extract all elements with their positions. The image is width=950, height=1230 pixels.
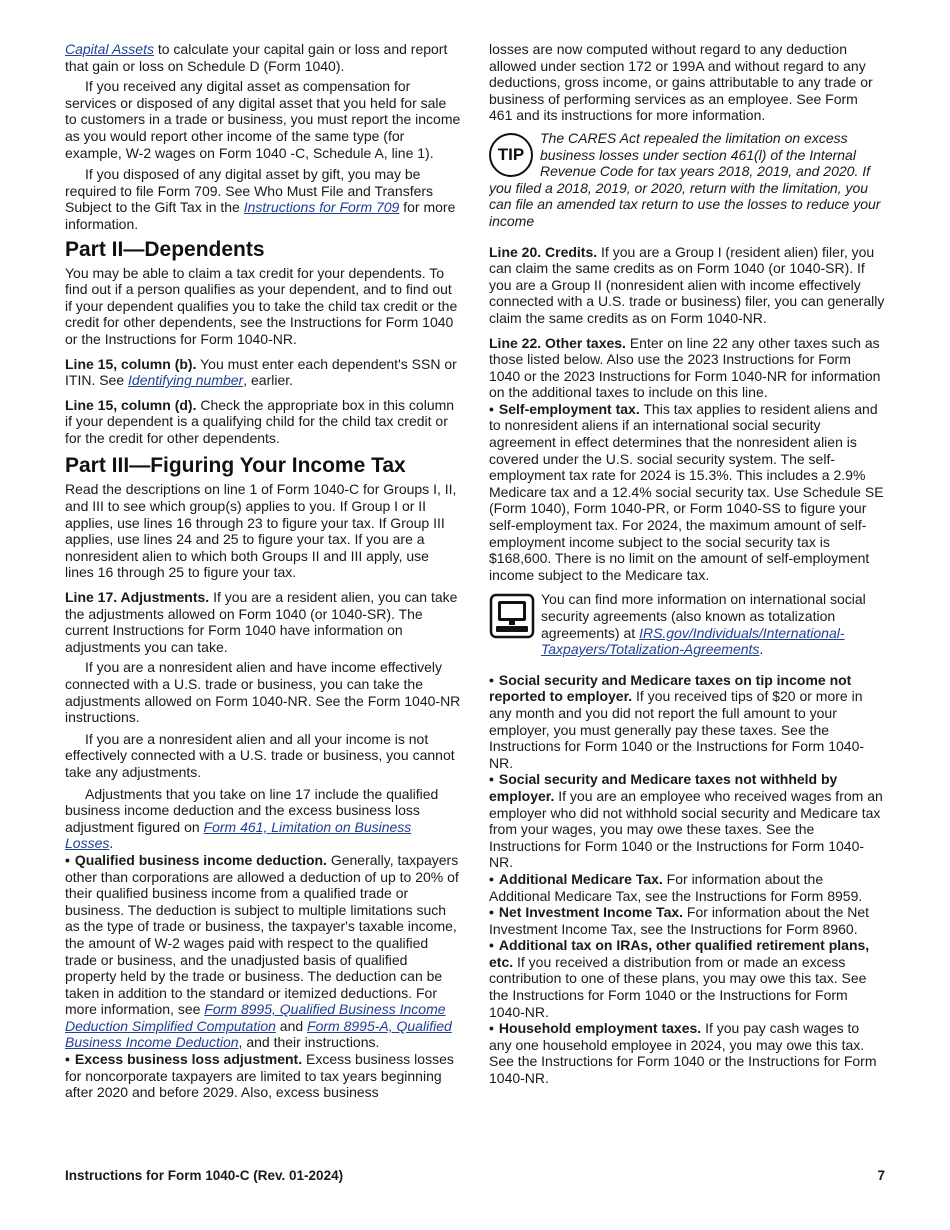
tip-note [489, 130, 885, 230]
computer-note-text: You can find more information on international social security agreements (also known as totalization agreements) at IRS.gov/Individuals/International-Taxpayers/Totalization-Agreements. [541, 591, 866, 658]
bullet-icon: • [489, 771, 494, 788]
form-461-link[interactable]: Form 461, Limitation on Business Losses [65, 818, 412, 852]
bullet-tip-income: • Social security and Medicare taxes on tip income not reported to employer. If you received tips of $20 or more in any month and you did not report the full amount to your employer, you must generally pay these taxes. See the Instructions for Form 1040 or the Instructions for Form 1040-NR. [489, 671, 865, 771]
tip-icon: TIP [489, 133, 533, 177]
page-number: 7 [877, 1168, 885, 1183]
tip-text: The CARES Act repealed the limitation on excess business losses under section 461(l) of the Internal Revenue Code for tax years 2018, 2019, and 2020. If you filed a 2018, 2019, or 2020, return with the limitation, you can file an amended tax return to use the losses to reduce your income [489, 129, 881, 229]
bullet-taxes-not-withheld: • Social security and Medicare taxes not withheld by employer. If you are an employee who received wages from an employer who did not withhold social security and Medicare tax from your wages, you may owe these taxes. See the Instructions for Form 1040 or the Instructions for Form 1040-NR. [489, 771, 883, 871]
computer-note [489, 591, 885, 657]
page-footer [65, 1168, 885, 1183]
bullet-icon: • [65, 1051, 70, 1068]
excess-loss-continued: losses are now computed without regard to any deduction allowed under section 172 or 199A and without regard to any deductions, gross income, or gains attributable to any trade or business of performing services as an employee. See Form 461 and its instructions for more information. [489, 41, 873, 124]
line17-paragraph: Line 17. Adjustments. If you are a resident alien, you can take the adjustments allowed on Form 1040 (or 1040-SR). The current Instructions for Form 1040 have information on adjustments you can take. [65, 589, 458, 655]
footer-title: Instructions for Form 1040-C (Rev. 01-2024) [65, 1168, 344, 1183]
instructions-form-709-link[interactable]: Instructions for Form 709 [243, 199, 400, 216]
left-column [65, 41, 461, 1101]
bullet-qbi-deduction: • Qualified business income deduction. Generally, taxpayers other than corporations are allowed a deduction of up to 20% of their qualified business income from a qualified trade or business. The deduction is subject to multiple limitations such as the type of trade or business, the taxpayer's taxable income, the amount of W-2 wages paid with respect to the qualified trade or business, and the unadjusted basis of qualified property held by the trade or business. The deduction can be taken in addition to the standard or itemized deductions. For more information, see Form 8995, Qualified Business Income Deduction Simplified Computation and Form 8995-A, Qualified Business Income Deduction, and their instructions. [65, 851, 459, 1051]
paragraph-digital-asset-gift: If you disposed of any digital asset by gift, you may be required to file Form 709. See Who Must File and Transfers Subject to the Gift Tax in the Instructions for Form 709 for more information. [65, 166, 456, 232]
part3-body: Read the descriptions on line 1 of Form 1040-C for Groups I, II, and III to see which group(s) applies to you. If Group I or II applies, use lines 16 through 23 to figure your tax. If Group III applies, use lines 24 and 25 to figure your tax. If you are a nonresident alien to which both Groups II and III apply, use lines 16 through 25 to figure your tax. [65, 481, 457, 581]
computer-icon [489, 593, 535, 639]
identifying-number-link[interactable]: Identifying number [128, 372, 244, 389]
part2-body: You may be able to claim a tax credit for your dependents. To find out if a person qualifies as your dependent, and to find out if your dependent qualifies you to take the child tax credit or the credit for other dependents, see the Instructions for Form 1040 or the Instructions for Form 1040-NR. [65, 264, 458, 347]
line22-paragraph: Line 22. Other taxes. Enter on line 22 any other taxes such as those listed below. Also use the 2023 Instructions for Form 1040 or the 2023 Instructions for Form 1040-NR for information on the additional taxes to include on this line. [489, 334, 881, 401]
bullet-net-investment-income-tax: • Net Investment Income Tax. For information about the Net Investment Income Tax, see the Instructions for Form 8960. [489, 904, 870, 937]
form-8995a-link[interactable]: Form 8995-A, Qualified Business Income Deduction [65, 1017, 452, 1051]
bullet-icon: • [65, 851, 70, 868]
line15b-paragraph: Line 15, column (b). You must enter each dependent's SSN or ITIN. See Identifying number, earlier. [65, 355, 457, 389]
line17-nonresident-not-connected: If you are a nonresident alien and all your income is not effectively connected with a U.S. trade or business, you cannot take any adjustments. [65, 730, 455, 780]
line17-nonresident-effectively-connected: If you are a nonresident alien and have income effectively connected with a U.S. trade or business, you can take the adjustments allowed on Form 1040-NR. See the Form 1040-NR instructions. [65, 659, 461, 726]
bullet-icon: • [489, 671, 494, 688]
bullet-icon: • [489, 400, 494, 417]
part3-heading: Part III—Figuring Your Income Tax [65, 454, 406, 478]
bullet-self-employment-tax: • Self-employment tax. This tax applies to resident aliens and to nonresident aliens if an international social security agreement in effect determines that the nonresident alien is covered under the U.S. social security system. The self-employment tax rate for 2024 is 15.3%. This includes a 2.9% Medicare tax and a 12.4% social security tax. Use Schedule SE (Form 1040), Form 1040-PR, or Form 1040-SS to figure your self-employment tax. For 2024, the maximum amount of self-employment income subject to the social security tax is $168,600. There is no limit on the amount of self-employment income subject to the Medicare tax. [489, 400, 884, 583]
form-8995-link[interactable]: Form 8995, Qualified Business Income Deduction Simplified Computation [65, 1001, 446, 1034]
bullet-additional-tax-iras: • Additional tax on IRAs, other qualified retirement plans, etc. If you received a distribution from or made an excess contribution to one of these plans, you may owe this tax. See the Instructions for Form 1040 or the Instructions for Form 1040-NR. [489, 937, 870, 1020]
capital-assets-link[interactable]: Capital Assets [65, 41, 154, 57]
bullet-household-employment-taxes: • Household employment taxes. If you pay cash wages to any one household employee in 2024, you may owe this tax. See the Instructions for Form 1040 or the Instructions for Form 1040-NR. [489, 1020, 877, 1087]
bullet-icon: • [489, 937, 494, 954]
line15d-paragraph: Line 15, column (d). Check the appropriate box in this column if your dependent is a qualifying child for the child tax credit or for the credit for other dependents. [65, 396, 455, 446]
totalization-agreements-link[interactable]: IRS.gov/Individuals/International-Taxpayers/Totalization-Agreements [541, 624, 845, 658]
right-column [489, 41, 885, 1087]
line17-adjustments-include: Adjustments that you take on line 17 include the qualified business income deduction and the excess business loss adjustment figured on Form 461, Limitation on Business Losses. [65, 785, 439, 852]
part2-heading: Part II—Dependents [65, 237, 265, 261]
bullet-icon: • [489, 904, 494, 921]
bullet-excess-business-loss: • Excess business loss adjustment. Excess business losses for noncorporate taxpayers are limited to tax years beginning after 2020 and before 2029. Also, excess business [65, 1051, 454, 1101]
paragraph-digital-asset-compensation: If you received any digital asset as compensation for services or disposed of any digital asset that you held for sale to customers in a trade or business, you must report the income as you would report other income of the same type (for example, W-2 wages on Form 1040 -C, Schedule A, line 1). [65, 78, 461, 161]
line20-paragraph: Line 20. Credits. If you are a Group I (resident alien) filer, you can claim the same credits as on Form 1040 (or 1040-SR). If you are a Group II (nonresident alien with income effectively connected with a U.S. trade or business) filer, you can generally claim the same credits as on Form 1040-NR. [489, 243, 885, 326]
paragraph-capital-assets: Capital Assets to calculate your capital gain or loss and report that gain or loss on Schedule D (Form 1040). [65, 41, 448, 74]
bullet-additional-medicare-tax: • Additional Medicare Tax. For information about the Additional Medicare Tax, see the Instructions for Form 8959. [489, 870, 863, 904]
bullet-icon: • [489, 1020, 494, 1037]
bullet-icon: • [489, 870, 494, 887]
